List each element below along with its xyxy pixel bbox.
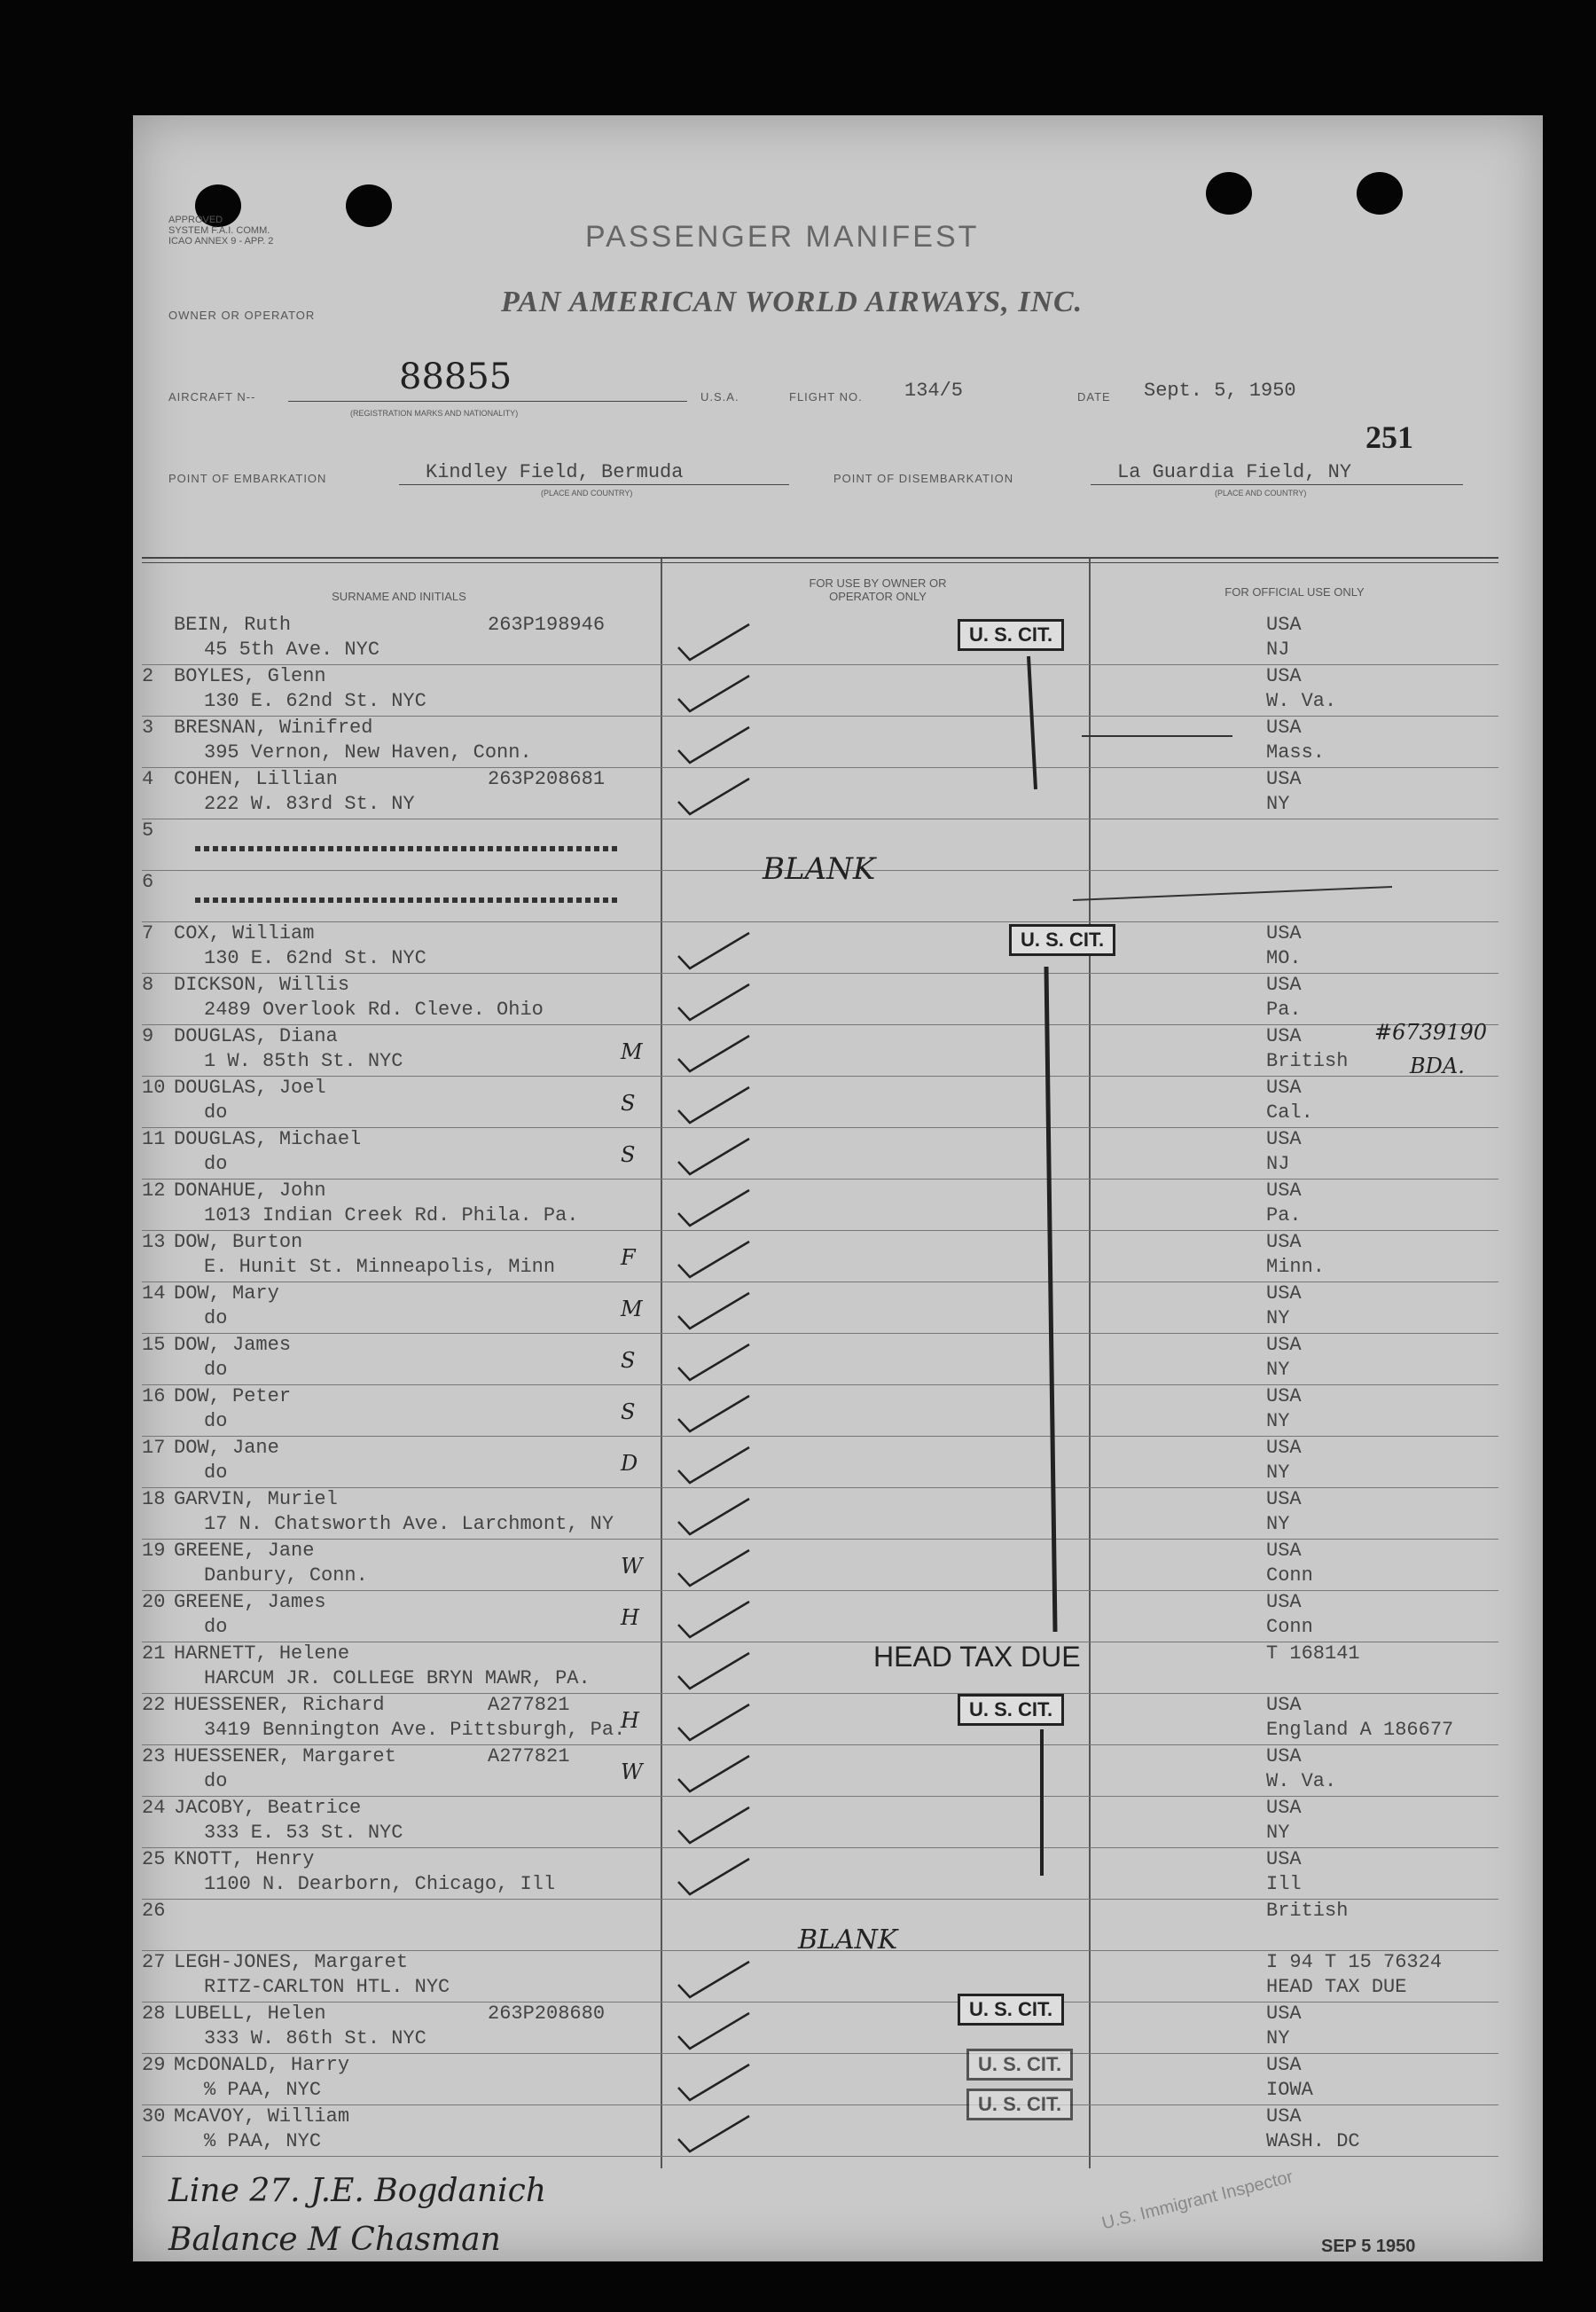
us-cit-stamp: U. S. CIT. — [958, 1694, 1064, 1726]
official-residence: Minn. — [1266, 1256, 1326, 1278]
passenger-address: 45 5th Ave. NYC — [204, 639, 380, 661]
flight-number: 134/5 — [904, 380, 964, 402]
official-citizenship: USA — [1266, 1334, 1302, 1356]
official-citizenship: USA — [1266, 922, 1302, 944]
official-citizenship: USA — [1266, 1488, 1302, 1510]
date-value: Sept. 5, 1950 — [1144, 380, 1296, 402]
official-residence: NY — [1266, 1359, 1290, 1381]
row-number: 11 — [142, 1128, 166, 1150]
marital-mark: M — [621, 1039, 643, 1064]
passport-number-annotation: #6739190 — [1374, 1020, 1487, 1045]
manifest-page — [133, 115, 1543, 2261]
passenger-address: % PAA, NYC — [204, 2079, 322, 2101]
passenger-name: DONAHUE, John — [174, 1180, 326, 1202]
passenger-name: DOW, Mary — [174, 1282, 279, 1305]
approval-line: ICAO ANNEX 9 - APP. 2 — [168, 236, 274, 247]
passenger-address: do — [204, 1101, 228, 1124]
embark-sub: (PLACE AND COUNTRY) — [541, 489, 633, 498]
official-residence: NY — [1266, 2027, 1290, 2049]
passenger-address: 1 W. 85th St. NYC — [204, 1050, 403, 1072]
approval-line: APPROVED — [168, 215, 223, 225]
passenger-name: GREENE, James — [174, 1591, 326, 1613]
official-residence: NY — [1266, 1462, 1290, 1484]
passenger-address: Danbury, Conn. — [204, 1564, 368, 1587]
row-number: 8 — [142, 974, 154, 996]
aircraft-number: 88855 — [399, 357, 512, 397]
arrow-marks — [133, 115, 1543, 2261]
marital-mark: S — [621, 1091, 636, 1116]
official-citizenship: USA — [1266, 1540, 1302, 1562]
passenger-address: 395 Vernon, New Haven, Conn. — [204, 741, 532, 764]
passenger-address: 222 W. 83rd St. NY — [204, 793, 415, 815]
us-cit-stamp: U. S. CIT. — [1009, 924, 1115, 956]
passenger-name: LEGH-JONES, Margaret — [174, 1951, 409, 1973]
passenger-name: BEIN, Ruth — [174, 614, 292, 636]
embark-value: Kindley Field, Bermuda — [426, 461, 684, 483]
passenger-name: McAVOY, William — [174, 2105, 350, 2128]
official-residence: Cal. — [1266, 1101, 1313, 1124]
passenger-name: JACOBY, Beatrice — [174, 1797, 362, 1819]
row-number: 21 — [142, 1642, 166, 1665]
official-residence: Mass. — [1266, 741, 1326, 764]
passenger-name: DOUGLAS, Michael — [174, 1128, 362, 1150]
owner-label: OWNER OR OPERATOR — [168, 309, 316, 322]
passenger-name: BRESNAN, Winifred — [174, 717, 373, 739]
official-citizenship: USA — [1266, 1385, 1302, 1407]
usa-label: U.S.A. — [700, 390, 739, 404]
bda-annotation: BDA. — [1410, 1054, 1465, 1078]
passenger-address: do — [204, 1307, 228, 1329]
official-citizenship: USA — [1266, 1025, 1302, 1047]
row-number: 30 — [142, 2105, 166, 2128]
marital-mark: M — [621, 1297, 643, 1321]
flight-label: FLIGHT NO. — [789, 390, 863, 404]
passport-id: 263P208680 — [488, 2002, 606, 2025]
official-citizenship: USA — [1266, 2105, 1302, 2128]
passenger-name: HUESSENER, Richard — [174, 1694, 385, 1716]
official-residence: IOWA — [1266, 2079, 1313, 2101]
row-number: 13 — [142, 1231, 166, 1253]
passenger-name: COX, William — [174, 922, 315, 944]
row-number: 17 — [142, 1437, 166, 1459]
official-citizenship: USA — [1266, 1694, 1302, 1716]
aircraft-label: AIRCRAFT N-- — [168, 390, 256, 404]
passenger-address: 3419 Bennington Ave. Pittsburgh, Pa. — [204, 1719, 626, 1741]
official-residence: Conn — [1266, 1564, 1313, 1587]
passenger-address: 1013 Indian Creek Rd. Phila. Pa. — [204, 1204, 579, 1227]
passenger-address: 333 E. 53 St. NYC — [204, 1822, 403, 1844]
passenger-address: E. Hunit St. Minneapolis, Minn — [204, 1256, 556, 1278]
official-citizenship: USA — [1266, 1077, 1302, 1099]
column-header-owner-use: FOR USE BY OWNER OR OPERATOR ONLY — [809, 576, 947, 603]
row-number: 10 — [142, 1077, 166, 1099]
official-citizenship: USA — [1266, 2002, 1302, 2025]
official-citizenship: USA — [1266, 665, 1302, 687]
disembark-value: La Guardia Field, NY — [1117, 461, 1352, 483]
marital-mark: W — [621, 1759, 643, 1784]
marital-mark: S — [621, 1142, 636, 1167]
passenger-address: 130 E. 62nd St. NYC — [204, 947, 426, 969]
passenger-address: HARCUM JR. COLLEGE BRYN MAWR, PA. — [204, 1667, 591, 1689]
passenger-name: BOYLES, Glenn — [174, 665, 326, 687]
official-residence: NJ — [1266, 639, 1290, 661]
official-residence: Ill — [1266, 1873, 1302, 1895]
company-name: PAN AMERICAN WORLD AIRWAYS, INC. — [501, 286, 1084, 318]
line27-signature: Line 27. J.E. Bogdanich — [168, 2173, 547, 2209]
passport-id: A277821 — [488, 1694, 570, 1716]
marital-mark: H — [621, 1605, 639, 1630]
passenger-address: do — [204, 1153, 228, 1175]
aircraft-sub: (REGISTRATION MARKS AND NATIONALITY) — [350, 409, 519, 418]
official-residence: Pa. — [1266, 999, 1302, 1021]
row-number: 9 — [142, 1025, 154, 1047]
passport-id: 263P198946 — [488, 614, 606, 636]
official-citizenship: USA — [1266, 1437, 1302, 1459]
row-number: 25 — [142, 1848, 166, 1870]
passenger-address: 17 N. Chatsworth Ave. Larchmont, NY — [204, 1513, 614, 1535]
official-residence: British — [1266, 1050, 1349, 1072]
official-citizenship: USA — [1266, 1128, 1302, 1150]
passenger-address: do — [204, 1462, 228, 1484]
official-citizenship: USA — [1266, 1282, 1302, 1305]
blank-annotation: BLANK — [763, 851, 876, 887]
us-cit-stamp: U. S. CIT. — [966, 2089, 1073, 2120]
official-citizenship: USA — [1266, 1180, 1302, 1202]
official-residence: WASH. DC — [1266, 2130, 1360, 2152]
date-stamp: SEP 5 1950 — [1321, 2237, 1416, 2256]
us-cit-stamp: U. S. CIT. — [966, 2049, 1073, 2081]
passenger-name: LUBELL, Helen — [174, 2002, 326, 2025]
official-residence: NY — [1266, 1822, 1290, 1844]
form-title: PASSENGER MANIFEST — [585, 220, 980, 254]
page-number: 251 — [1365, 419, 1413, 455]
passenger-address: 2489 Overlook Rd. Cleve. Ohio — [204, 999, 544, 1021]
passenger-name: DOW, Burton — [174, 1231, 303, 1253]
us-cit-stamp: U. S. CIT. — [958, 1994, 1064, 2026]
passport-id: 263P208681 — [488, 768, 606, 790]
passenger-address: 130 E. 62nd St. NYC — [204, 690, 426, 712]
row-number: 15 — [142, 1334, 166, 1356]
passenger-name: DOUGLAS, Joel — [174, 1077, 326, 1099]
row-number: 23 — [142, 1745, 166, 1767]
official-residence: MO. — [1266, 947, 1302, 969]
official-citizenship: USA — [1266, 1231, 1302, 1253]
row-number: 2 — [142, 665, 154, 687]
official-citizenship: I 94 T 15 76324 — [1266, 1951, 1443, 1973]
date-label: DATE — [1077, 390, 1111, 404]
official-citizenship: USA — [1266, 717, 1302, 739]
row-number: 12 — [142, 1180, 166, 1202]
passenger-name: HARNETT, Helene — [174, 1642, 350, 1665]
row-number: 27 — [142, 1951, 166, 1973]
passenger-name: DOW, James — [174, 1334, 292, 1356]
disembark-label: POINT OF DISEMBARKATION — [833, 472, 1014, 485]
us-cit-stamp: U. S. CIT. — [958, 619, 1064, 651]
row-number: 4 — [142, 768, 154, 790]
official-citizenship: USA — [1266, 2054, 1302, 2076]
marital-mark: H — [621, 1708, 639, 1733]
passenger-name: HUESSENER, Margaret — [174, 1745, 396, 1767]
official-residence: NY — [1266, 1410, 1290, 1432]
passenger-name: COHEN, Lillian — [174, 768, 338, 790]
official-residence: NY — [1266, 1513, 1290, 1535]
passenger-name: GREENE, Jane — [174, 1540, 315, 1562]
row-number: 20 — [142, 1591, 166, 1613]
row-number: 16 — [142, 1385, 166, 1407]
marital-mark: S — [621, 1348, 636, 1373]
marital-mark: S — [621, 1399, 636, 1424]
passenger-name: DOUGLAS, Diana — [174, 1025, 338, 1047]
official-citizenship: USA — [1266, 614, 1302, 636]
passenger-name: McDONALD, Harry — [174, 2054, 350, 2076]
marital-mark: D — [621, 1451, 638, 1476]
marital-mark: F — [621, 1245, 636, 1270]
approval-line: SYSTEM F.A.I. COMM. — [168, 225, 270, 236]
row-number: 18 — [142, 1488, 166, 1510]
passenger-address: % PAA, NYC — [204, 2130, 322, 2152]
official-citizenship: USA — [1266, 1591, 1302, 1613]
row-number: 26 — [142, 1900, 166, 1922]
passenger-name: DOW, Jane — [174, 1437, 279, 1459]
passenger-name: DOW, Peter — [174, 1385, 292, 1407]
official-citizenship: T 168141 — [1266, 1642, 1360, 1665]
official-residence: England A 186677 — [1266, 1719, 1454, 1741]
passenger-name: KNOTT, Henry — [174, 1848, 315, 1870]
official-residence: NJ — [1266, 1153, 1290, 1175]
official-citizenship: USA — [1266, 974, 1302, 996]
official-citizenship: USA — [1266, 1848, 1302, 1870]
official-residence: NY — [1266, 1307, 1290, 1329]
passenger-address: 1100 N. Dearborn, Chicago, Ill — [204, 1873, 556, 1895]
passenger-address: do — [204, 1770, 228, 1792]
official-residence: HEAD TAX DUE — [1266, 1976, 1407, 1998]
passport-id: A277821 — [488, 1745, 570, 1767]
passenger-address: do — [204, 1359, 228, 1381]
row-number: 14 — [142, 1282, 166, 1305]
row-number: 29 — [142, 2054, 166, 2076]
row-number: 6 — [142, 871, 154, 893]
disembark-sub: (PLACE AND COUNTRY) — [1215, 489, 1307, 498]
row-number: 5 — [142, 819, 154, 842]
row-number: 28 — [142, 2002, 166, 2025]
official-residence: Conn — [1266, 1616, 1313, 1638]
embark-label: POINT OF EMBARKATION — [168, 472, 327, 485]
official-citizenship: USA — [1266, 1745, 1302, 1767]
head-tax-due-stamp: HEAD TAX DUE — [873, 1641, 1081, 1673]
passenger-name: GARVIN, Muriel — [174, 1488, 338, 1510]
row-number: 24 — [142, 1797, 166, 1819]
official-citizenship: USA — [1266, 768, 1302, 790]
official-citizenship: USA — [1266, 1797, 1302, 1819]
passenger-address: do — [204, 1616, 228, 1638]
official-residence: Pa. — [1266, 1204, 1302, 1227]
passenger-name: DICKSON, Willis — [174, 974, 350, 996]
marital-mark: W — [621, 1554, 643, 1579]
official-residence: W. Va. — [1266, 1770, 1337, 1792]
row-number: 19 — [142, 1540, 166, 1562]
row-number: 22 — [142, 1694, 166, 1716]
passenger-address: do — [204, 1410, 228, 1432]
blank-annotation: BLANK — [798, 1924, 898, 1955]
official-citizenship: British — [1266, 1900, 1349, 1922]
official-residence: NY — [1266, 793, 1290, 815]
row-number: 7 — [142, 922, 154, 944]
official-residence: W. Va. — [1266, 690, 1337, 712]
column-header-surname: SURNAME AND INITIALS — [332, 590, 466, 603]
inspector-stamp: U.S. Immigrant Inspector — [1099, 2167, 1295, 2234]
balance-signature: Balance M Chasman — [168, 2222, 501, 2258]
passenger-address: RITZ-CARLTON HTL. NYC — [204, 1976, 450, 1998]
row-number: 3 — [142, 717, 154, 739]
passenger-address: 333 W. 86th St. NYC — [204, 2027, 426, 2049]
column-header-official-use: FOR OFFICIAL USE ONLY — [1224, 585, 1365, 599]
